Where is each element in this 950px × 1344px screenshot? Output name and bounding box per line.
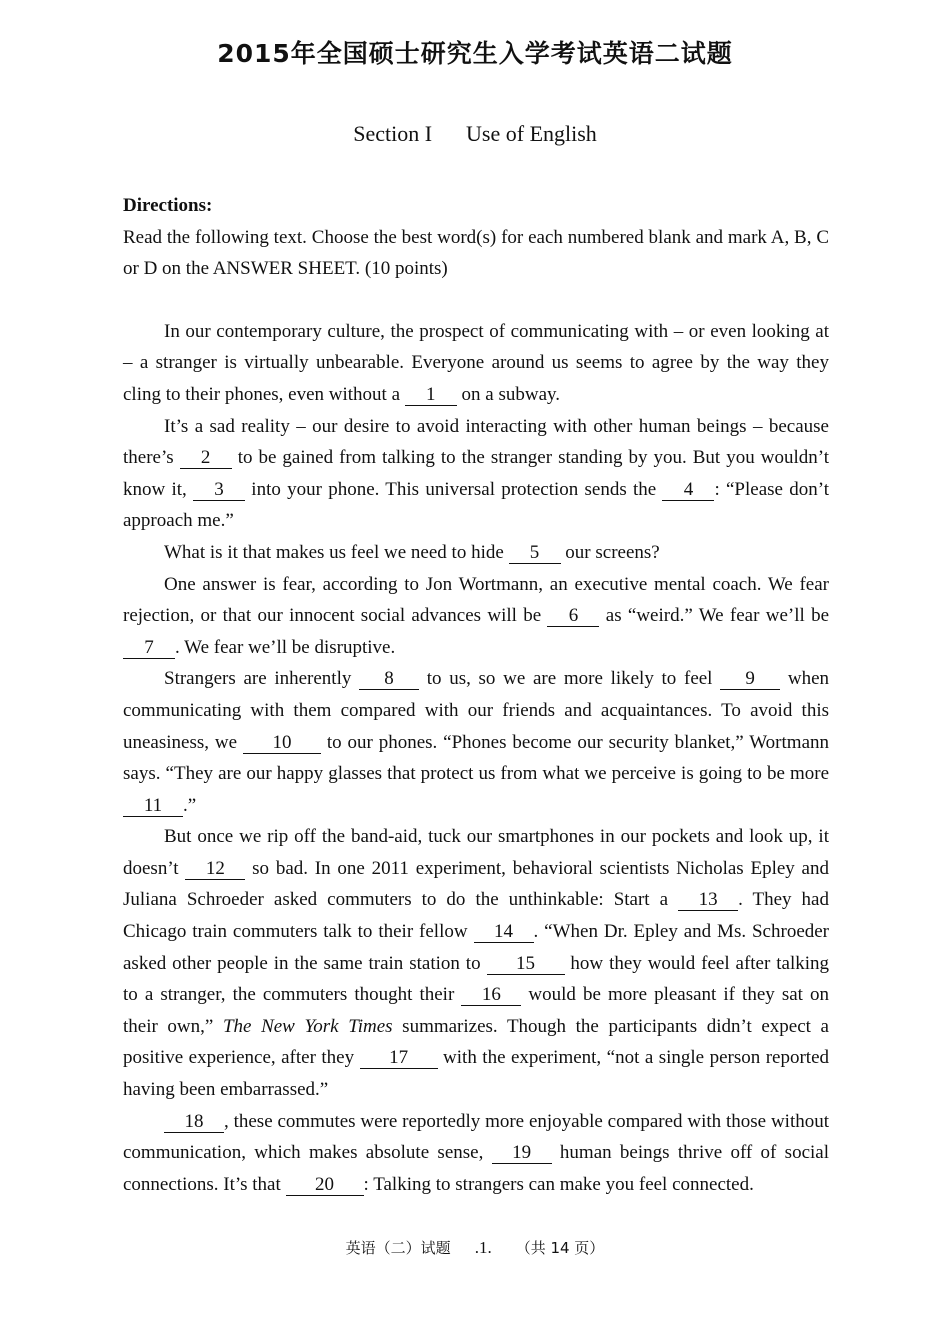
blank-9: 9 xyxy=(720,669,780,690)
footer-label: 英语（二）试题 xyxy=(345,1239,451,1257)
section-name: Use of English xyxy=(466,121,597,146)
blank-7: 7 xyxy=(123,638,175,659)
blank-12: 12 xyxy=(185,859,245,880)
footer-total-pages: （共 14 页） xyxy=(515,1239,605,1257)
blank-3: 3 xyxy=(193,480,245,501)
passage-paragraph-1: In our contemporary culture, the prospect of communicating with – or even looking at – a stranger is virtually unbearable. Everyone around us seems to agree by the way they cling to their phones, even without a 1 on a subway. xyxy=(123,320,829,405)
blank-2: 2 xyxy=(180,448,232,469)
source-citation: The New York Times xyxy=(222,1015,393,1037)
blank-13: 13 xyxy=(678,890,738,911)
blank-18: 18 xyxy=(164,1112,224,1133)
blank-6: 6 xyxy=(547,606,599,627)
blank-15: 15 xyxy=(487,954,565,975)
passage-paragraph-3: What is it that makes us feel we need to hide 5 our screens? xyxy=(164,541,660,563)
passage-paragraph-7: 18 , these commutes were reportedly more enjoyable compared with those without communication, which makes absolute sense, 19 human beings thrive off of social connections. It’s that 20 : Talking to strangers can make you feel connected. xyxy=(123,1110,829,1195)
section-number: Section I xyxy=(353,121,433,146)
passage-paragraph-4: One answer is fear, according to Jon Wortmann, an executive mental coach. We fear rejection, or that our innocent social advances will be 6 as “weird.” We fear we’ll be 7 . We fear we’ll be disruptive. xyxy=(123,573,829,658)
blank-5: 5 xyxy=(509,543,561,564)
blank-8: 8 xyxy=(359,669,419,690)
passage-paragraph-5: Strangers are inherently 8 to us, so we are more likely to feel 9 when communicating with them compared with our friends and acquaintances. To avoid this uneasiness, we 10 to our phones. “Phones become our security blanket,” Wortmann says. “They are our happy glasses that protect us from what we perceive is going to be more 11 .” xyxy=(123,668,829,816)
page-title: 2015年全国硕士研究生入学考试英语二试题 xyxy=(217,39,733,68)
blank-10: 10 xyxy=(243,733,321,754)
directions-text: Read the following text. Choose the best word(s) for each numbered blank and mark A, B, C or D on the ANSWER SHEET. (10 points) xyxy=(123,226,829,280)
blank-14: 14 xyxy=(474,922,534,943)
blank-1: 1 xyxy=(405,385,457,406)
section-heading xyxy=(0,121,950,147)
blank-19: 19 xyxy=(492,1143,552,1164)
directions-heading: Directions: xyxy=(123,195,213,216)
blank-16: 16 xyxy=(461,985,521,1006)
blank-17: 17 xyxy=(360,1048,438,1069)
passage-paragraph-6: But once we rip off the band-aid, tuck our smartphones in our pockets and look up, it doesn’t 12 so bad. In one 2011 experiment, behavioral scientists Nicholas Epley and Juliana Schroeder asked commuters to do the unthinkable: Start a 13 . They had Chicago train commuters talk to their fellow 14 . “When Dr. Epley and Ms. Schroeder asked other people in the same train station to 15 how they would feel after talking to a stranger, the commuters thought their 16 would be more pleasant if they sat on their own,” The New York Times summarizes. Though the participants didn’t expect a positive experience, after they 17 with the experiment, “not a single person reported having been embarrassed.” xyxy=(123,826,830,1101)
page-footer xyxy=(0,1237,950,1258)
blank-20: 20 xyxy=(286,1175,364,1196)
blank-4: 4 xyxy=(662,480,714,501)
exam-content xyxy=(123,190,829,1200)
footer-page-number: .1. xyxy=(474,1238,492,1257)
blank-11: 11 xyxy=(123,796,183,817)
passage-paragraph-2: It’s a sad reality – our desire to avoid interacting with other human beings – because there’s 2 to be gained from talking to the stranger standing by you. But you wouldn’t know it, 3 into your phone. This universal protection sends the 4 : “Please don’t approach me.” xyxy=(123,415,829,532)
